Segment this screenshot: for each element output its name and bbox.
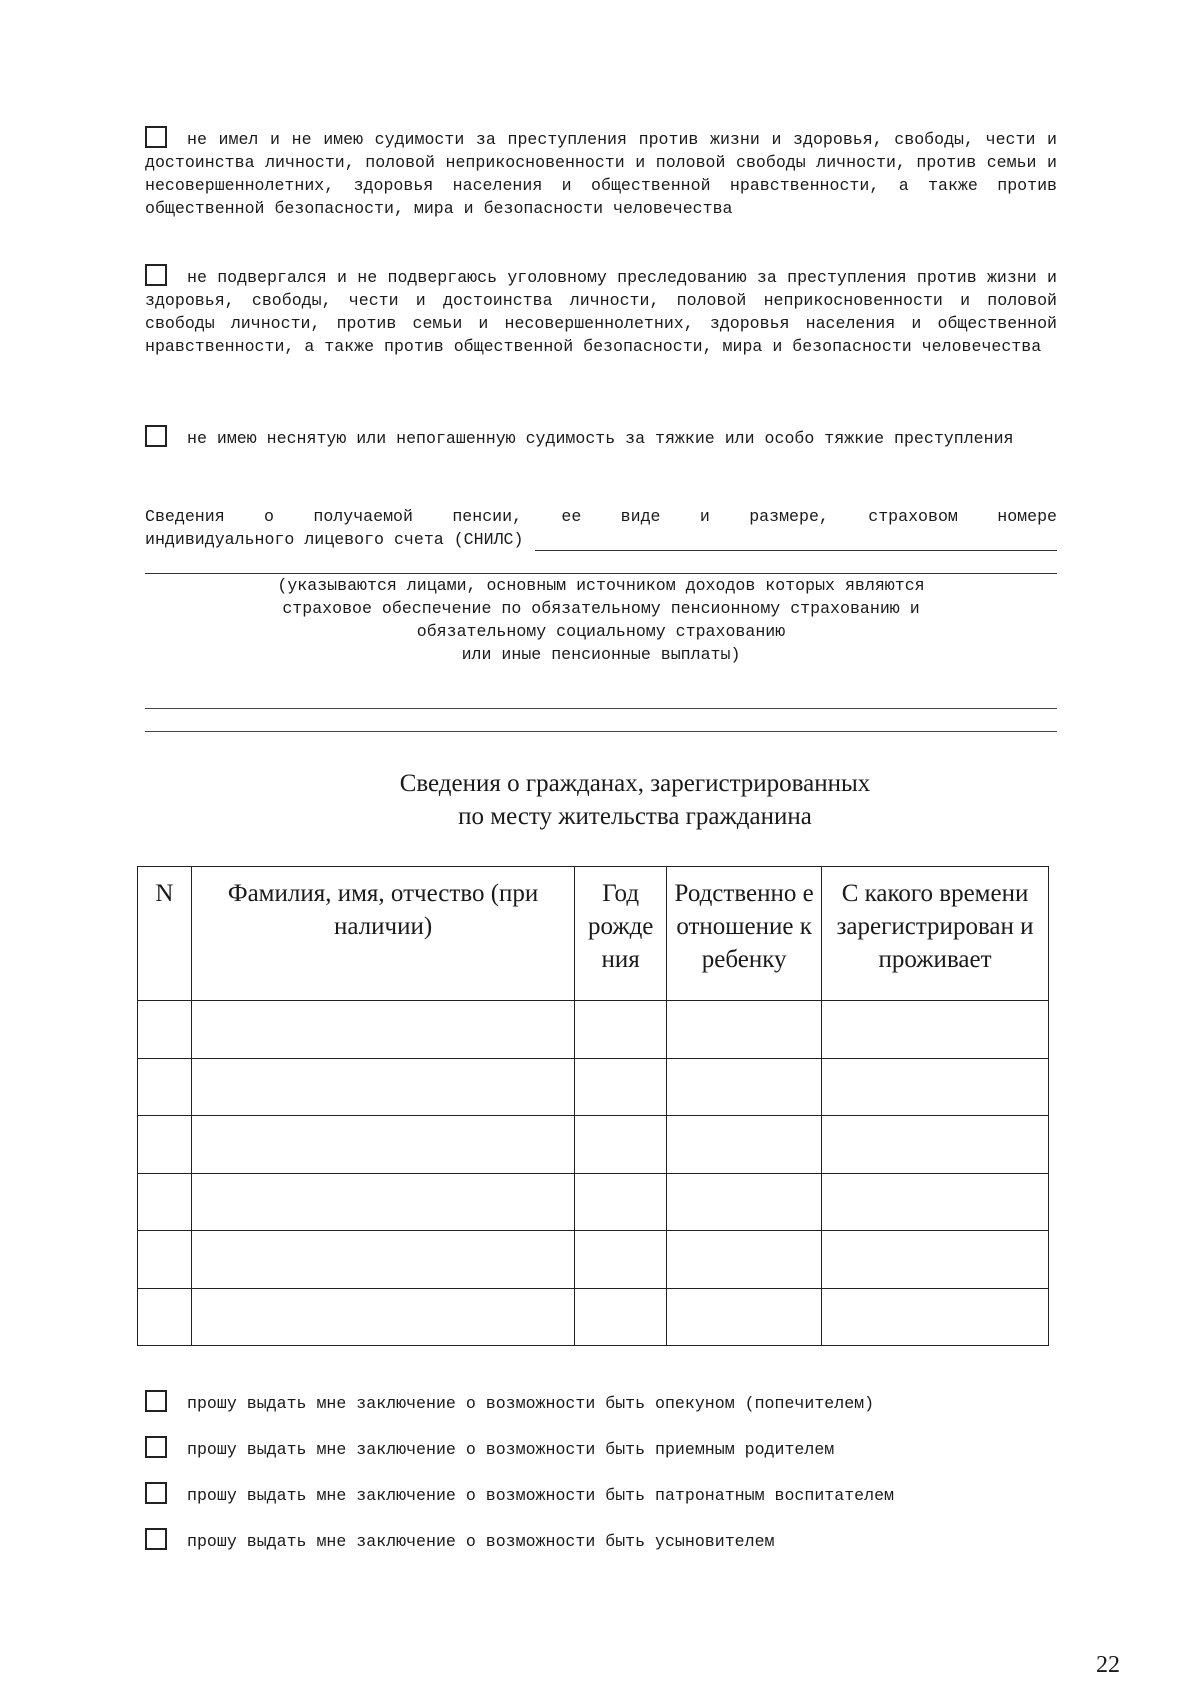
pension-note-line: или иные пенсионные выплаты) (461, 645, 741, 664)
table-cell[interactable] (822, 1173, 1049, 1231)
table-cell[interactable] (822, 1288, 1049, 1346)
table-cell[interactable] (575, 1173, 667, 1231)
section-title-line1: Сведения о гражданах, зарегистрированных (399, 770, 871, 797)
pension-note (145, 574, 1057, 666)
column-header-full-name: Фамилия, имя, отчество (при наличии) (191, 867, 574, 1001)
declaration-3-text: не имею неснятую или непогашенную судимость за тяжкие или особо тяжкие преступления (187, 429, 1014, 448)
table-cell[interactable] (667, 1001, 822, 1059)
table-cell[interactable] (191, 1058, 574, 1116)
blank-input-line-2[interactable] (145, 731, 1057, 732)
section-title (145, 767, 1125, 833)
blank-input-line-1[interactable] (145, 708, 1057, 709)
request-adopter (145, 1528, 1105, 1553)
declaration-2-text: не подвергался и не подвергаюсь уголовному преследованию за преступления против жизни и здоровья, свободы, чести и достоинства личности, половой неприкосновенности и половой свободы личности, против семьи и несовершеннолетних, здоровья населения и общественной нравственности, а также против общественной безопасности, мира и безопасности человечества (145, 268, 1057, 356)
registered-citizens-table (137, 866, 1049, 1346)
declaration-3 (145, 425, 1057, 450)
declaration-2 (145, 264, 1057, 358)
table-cell[interactable] (575, 1288, 667, 1346)
table-row (138, 1116, 1049, 1174)
page-number: 22 (1096, 1652, 1120, 1678)
table-cell[interactable] (822, 1058, 1049, 1116)
table-cell[interactable] (667, 1173, 822, 1231)
table-cell[interactable] (667, 1116, 822, 1174)
table-cell[interactable] (575, 1001, 667, 1059)
table-cell[interactable] (138, 1116, 192, 1174)
declaration-3-checkbox[interactable] (145, 425, 167, 447)
table-cell[interactable] (191, 1116, 574, 1174)
request-guardian (145, 1390, 1105, 1415)
table-cell[interactable] (822, 1116, 1049, 1174)
table-cell[interactable] (575, 1058, 667, 1116)
table-cell[interactable] (191, 1231, 574, 1289)
pension-note-line: обязательному социальному страхованию (416, 622, 786, 641)
table-cell[interactable] (191, 1001, 574, 1059)
table-row (138, 1231, 1049, 1289)
table-row (138, 1288, 1049, 1346)
declaration-1-text: не имел и не имею судимости за преступления против жизни и здоровья, свободы, чести и достоинства личности, половой неприкосновенности и половой свободы личности, против семьи и несовершеннолетних, здоровья населения и общественной нравственности, а также против общественной безопасности, мира и безопасности человечества (145, 130, 1057, 218)
pension-note-line: страховое обеспечение по обязательному пенсионному страхованию и (282, 599, 920, 618)
pension-note-line: (указываются лицами, основным источником доходов которых являются (277, 576, 925, 595)
section-title-line2: по месту жительства гражданина (458, 803, 812, 830)
pension-label-line2: индивидуального лицевого счета (СНИЛС) (145, 530, 524, 549)
table-cell[interactable] (822, 1001, 1049, 1059)
pension-label-line1: Сведения о получаемой пенсии, ее виде и размере, страховом номере (145, 507, 1057, 526)
column-header-birth-year: Год рожде ния (575, 867, 667, 1001)
request-guardian-text: прошу выдать мне заключение о возможности быть опекуном (попечителем) (187, 1394, 875, 1413)
request-patronage-educator-text: прошу выдать мне заключение о возможности быть патронатным воспитателем (187, 1486, 895, 1505)
request-foster-parent-text: прошу выдать мне заключение о возможности быть приемным родителем (187, 1440, 835, 1459)
table-cell[interactable] (138, 1001, 192, 1059)
table-cell[interactable] (575, 1231, 667, 1289)
request-guardian-checkbox[interactable] (145, 1390, 167, 1412)
table-cell[interactable] (138, 1288, 192, 1346)
table-cell[interactable] (191, 1288, 574, 1346)
table-row (138, 1173, 1049, 1231)
table-cell[interactable] (138, 1058, 192, 1116)
request-adopter-text: прошу выдать мне заключение о возможности быть усыновителем (187, 1532, 775, 1551)
column-header-registered-since: С какого времени зарегистрирован и проживает (822, 867, 1049, 1001)
table-header-row (138, 867, 1049, 1001)
table-row (138, 1001, 1049, 1059)
pension-info (145, 505, 1057, 574)
declaration-2-checkbox[interactable] (145, 264, 167, 286)
table-cell[interactable] (667, 1288, 822, 1346)
table-cell[interactable] (138, 1173, 192, 1231)
snils-input-line[interactable] (535, 531, 1057, 551)
request-foster-parent (145, 1436, 1105, 1461)
table-cell[interactable] (138, 1231, 192, 1289)
table-cell[interactable] (667, 1231, 822, 1289)
table-cell[interactable] (191, 1173, 574, 1231)
pension-input-line-2[interactable] (145, 551, 1057, 574)
request-adopter-checkbox[interactable] (145, 1528, 167, 1550)
table-cell[interactable] (822, 1231, 1049, 1289)
table-cell[interactable] (575, 1116, 667, 1174)
request-patronage-educator (145, 1482, 1105, 1507)
declaration-1 (145, 126, 1057, 220)
column-header-number: N (138, 867, 192, 1001)
column-header-relationship: Родственно е отношение к ребенку (667, 867, 822, 1001)
table-row (138, 1058, 1049, 1116)
table-cell[interactable] (667, 1058, 822, 1116)
request-foster-parent-checkbox[interactable] (145, 1436, 167, 1458)
declaration-1-checkbox[interactable] (145, 126, 167, 148)
request-patronage-educator-checkbox[interactable] (145, 1482, 167, 1504)
